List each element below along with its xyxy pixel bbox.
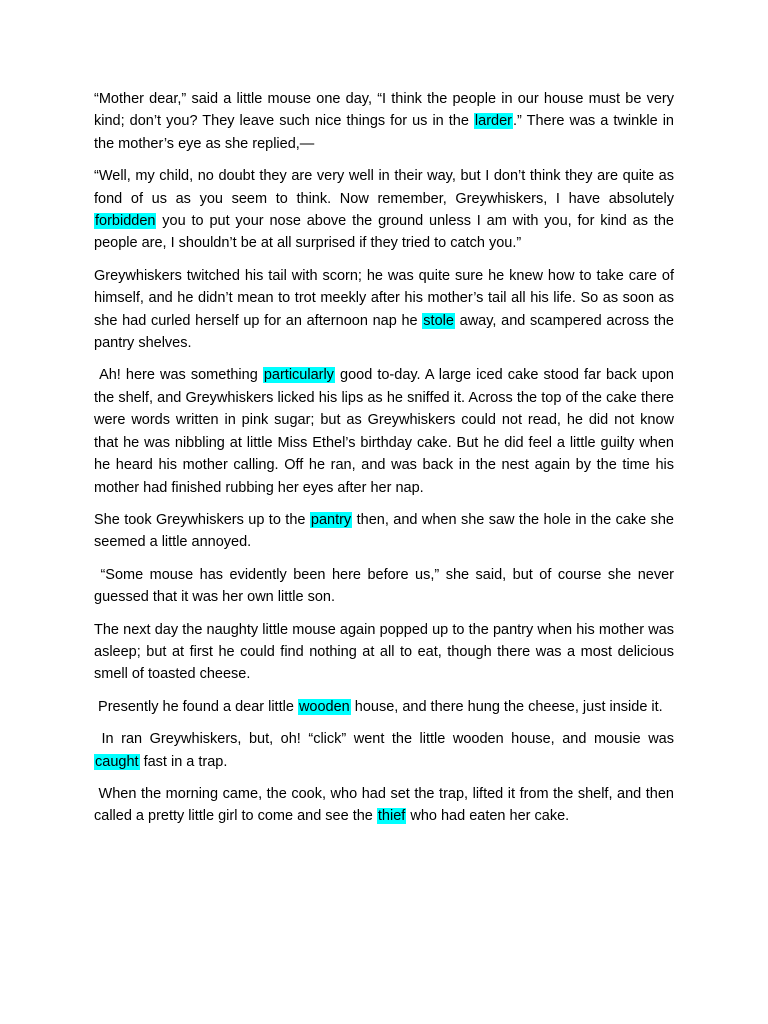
paragraph-9: [94, 728, 674, 773]
paragraph-5: [94, 509, 674, 554]
highlighted-word: caught: [95, 753, 139, 770]
paragraph-text: In ran Greywhiskers, but, oh! “click” went the little wooden house, and mousie was: [94, 731, 674, 748]
paragraph-7: [94, 619, 674, 686]
highlighted-word: larder: [474, 113, 512, 130]
paragraph-text: .” There was a twinkle in the mother’s eye as she replied,—: [94, 113, 674, 152]
paragraph-text: “Mother dear,” said a little mouse one day, “I think the people in our house must be very kind; don’t you? They leave such nice things for us in the: [94, 91, 674, 130]
highlighted-word: thief: [377, 808, 406, 825]
highlighted-word: stole: [423, 312, 454, 329]
paragraph-text: Presently he found a dear little: [94, 698, 298, 715]
paragraph-text: away, and scampered across the pantry shelves.: [94, 312, 674, 352]
paragraph-text: Ah! here was something: [94, 367, 263, 384]
paragraph-1: [94, 88, 674, 155]
paragraph-2: [94, 165, 674, 255]
paragraph-3: [94, 265, 674, 355]
paragraph-text: fast in a trap.: [139, 753, 228, 770]
paragraph-text: “Some mouse has evidently been here before us,” she said, but of course she never guessed that it was her own little son.: [94, 566, 674, 606]
paragraph-text: then, and when she saw the hole in the cake she seemed a little annoyed.: [94, 511, 674, 551]
paragraph-text: who had eaten her cake.: [406, 808, 570, 825]
paragraph-text: The next day the naughty little mouse again popped up to the pantry when his mother was asleep; but at first he could find nothing at all to eat, though there was a most delicious smell of toasted cheese.: [94, 621, 674, 683]
highlighted-word: wooden: [298, 698, 350, 715]
paragraph-4: [94, 364, 674, 498]
paragraph-text: you to put your nose above the ground unless I am with you, for kind as the people are, I shouldn’t be at all surprised if they tried to catch you.”: [94, 213, 674, 252]
highlighted-word: particularly: [263, 367, 334, 384]
paragraph-text: “Well, my child, no doubt they are very well in their way, but I don’t think they are quite as fond of us as you seem to think. Now remember, Greywhiskers, I have absolutely: [94, 168, 674, 207]
paragraph-text: She took Greywhiskers up to the: [94, 511, 310, 528]
paragraph-text: good to-day. A large iced cake stood far back upon the shelf, and Greywhiskers licked his lips as he sniffed it. Across the top of the cake there were words written in pink sugar; but as Greywhiskers could not read, he did not know that he was nibbling at little Miss Ethel’s birthday cake. But he did feel a little guilty when he heard his mother calling. Off he ran, and was back in the nest again by the time his mother had finished rubbing her eyes after her nap.: [94, 367, 674, 496]
paragraph-8: [94, 696, 674, 718]
highlighted-word: pantry: [310, 511, 352, 528]
paragraph-text: When the morning came, the cook, who had set the trap, lifted it from the shelf, and then called a pretty little girl to come and see the: [94, 785, 674, 825]
paragraph-10: [94, 783, 674, 828]
paragraph-text: Greywhiskers twitched his tail with scorn; he was quite sure he knew how to take care of himself, and he didn’t mean to trot meekly after his mother’s tail all his life. So as soon as she had curled herself up for an afternoon nap he: [94, 267, 674, 329]
paragraph-text: house, and there hung the cheese, just inside it.: [350, 698, 663, 715]
paragraph-6: [94, 564, 674, 609]
highlighted-word: forbidden: [95, 213, 156, 230]
